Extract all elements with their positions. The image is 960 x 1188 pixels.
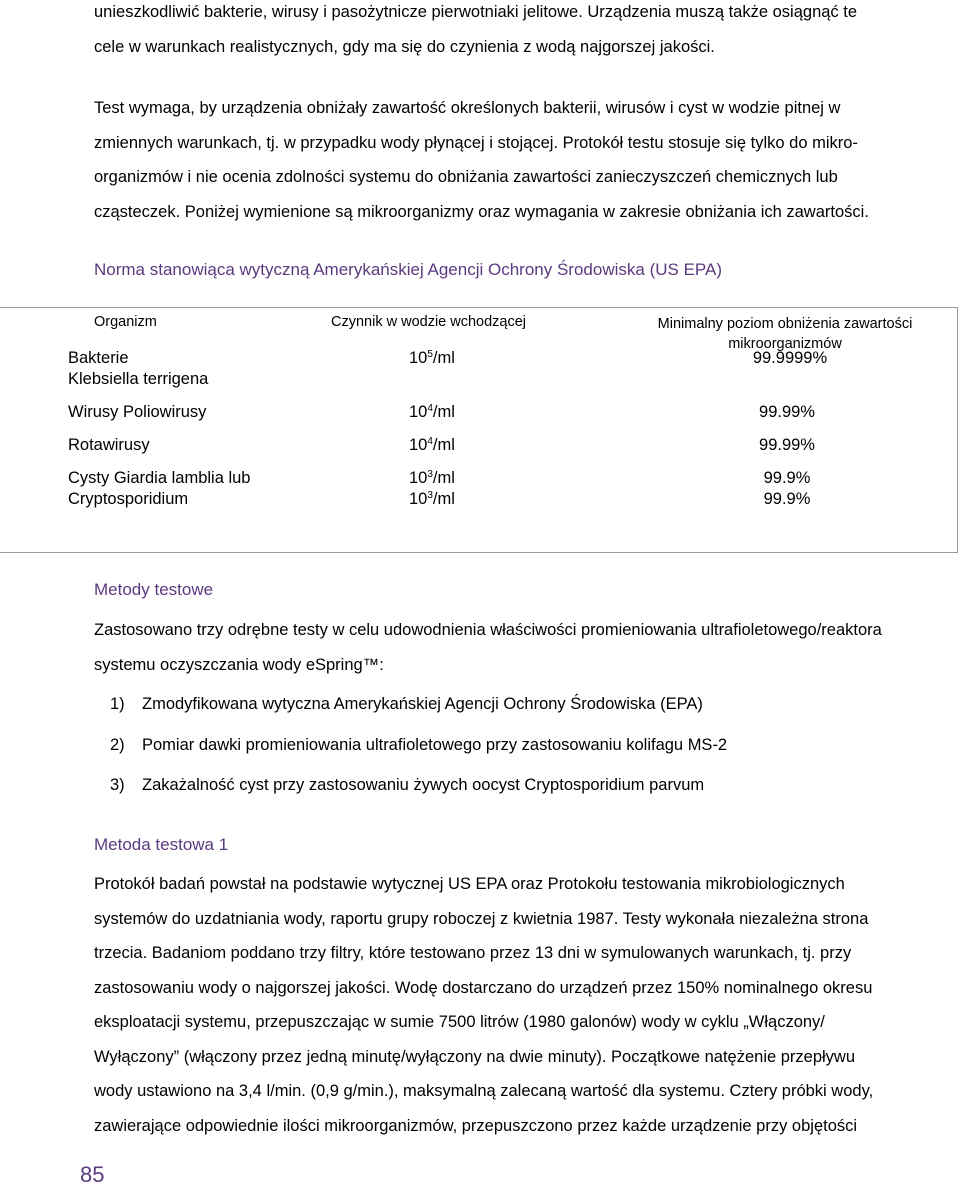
methods-heading: Metody testowe (94, 580, 214, 599)
factor-exponent: 4 (427, 403, 433, 414)
text-line: trzecia. Badaniom poddano trzy filtry, które testowano przez 13 dni w symulowanych warunkach, tj. przy (94, 944, 852, 962)
organism-cell: Cysty Giardia lamblia lub (68, 469, 251, 487)
organism-cell: Cryptosporidium (68, 490, 189, 508)
list-number: 2) (110, 736, 125, 754)
header-reduction-line: mikroorganizmów (728, 336, 842, 352)
list-item (110, 695, 703, 714)
methods-paragraph (94, 613, 882, 682)
organism-cell: Wirusy Poliowirusy (68, 403, 207, 421)
header-organism: Organizm (94, 314, 157, 330)
text-line: systemu oczyszczania wody eSpring™: (94, 655, 384, 674)
text-line: Test wymaga, by urządzenia obniżały zawartość określonych bakterii, wirusów i cyst w wodzie pitnej w (94, 99, 841, 117)
factor-cell (409, 436, 455, 455)
reduction-cell: 99.9% (763, 490, 811, 508)
text-line: zastosowaniu wody o najgorszej jakości. Wodę dostarczano do urządzeń przez 150% nominalnego okresu (94, 978, 873, 997)
factor-exponent: 3 (427, 490, 433, 501)
factor-unit: /ml (432, 349, 455, 367)
text-line: zmiennych warunkach, tj. w przypadku wody płynącej i stojącej. Protokół testu stosuje się tylko do mikro- (94, 133, 858, 152)
text-line: Zastosowano trzy odrębne testy w celu udowodnienia właściwości promieniowania ultrafioletowego/reaktora (94, 621, 882, 639)
text-line: wody ustawiono na 3,4 l/min. (0,9 g/min.), maksymalną zalecaną wartość dla systemu. Cztery próbki wody, (94, 1082, 874, 1100)
list-item (110, 776, 704, 795)
factor-base: 10 (409, 490, 428, 508)
factor-cell (409, 490, 455, 509)
reduction-cell: 99.99% (759, 403, 815, 421)
method1-heading: Metoda testowa 1 (94, 835, 229, 854)
text-line: cele w warunkach realistycznych, gdy ma się do czynienia z wodą najgorszej jakości. (94, 37, 715, 56)
factor-unit: /ml (432, 469, 455, 487)
header-reduction (640, 314, 930, 354)
factor-exponent: 5 (427, 349, 433, 360)
norm-heading: Norma stanowiąca wytyczną Amerykańskiej Agencji Ochrony Środowiska (US EPA) (94, 260, 722, 279)
list-number: 3) (110, 776, 125, 794)
page-number: 85 (80, 1162, 105, 1187)
header-factor: Czynnik w wodzie wchodzącej (331, 314, 527, 330)
organism-cell: Bakterie (68, 349, 129, 367)
factor-base: 10 (409, 403, 428, 421)
factor-exponent: 3 (427, 469, 433, 480)
factor-base: 10 (409, 349, 428, 367)
text-line: cząsteczek. Poniżej wymienione są mikroorganizmy oraz wymagania w zakresie obniżania ich zawartości. (94, 202, 869, 221)
organism-cell: Rotawirusy (68, 436, 150, 454)
list-text: Zakażalność cyst przy zastosowaniu żywych oocyst Cryptosporidium parvum (142, 776, 705, 794)
factor-exponent: 4 (427, 436, 433, 447)
list-text: Pomiar dawki promieniowania ultrafioletowego przy zastosowaniu kolifagu MS-2 (142, 736, 728, 754)
method1-paragraph (94, 867, 873, 1143)
reduction-cell: 99.9999% (752, 349, 828, 367)
factor-base: 10 (409, 436, 428, 454)
reduction-cell: 99.99% (759, 436, 815, 454)
header-reduction-line: Minimalny poziom obniżenia zawartości (657, 316, 913, 332)
factor-unit: /ml (432, 403, 455, 421)
factor-unit: /ml (432, 490, 455, 508)
test-description-paragraph (94, 91, 869, 229)
text-line: zawierające odpowiednie ilości mikroorganizmów, przepuszczono przez każde urządzenie przy objętości (94, 1116, 858, 1135)
text-line: Protokół badań powstał na podstawie wytycznej US EPA oraz Protokołu testowania mikrobiologicznych (94, 875, 845, 893)
reduction-cell: 99.9% (763, 469, 811, 487)
organism-cell: Klebsiella terrigena (68, 370, 209, 388)
factor-cell (409, 403, 455, 422)
text-line: unieszkodliwić bakterie, wirusy i pasożytnicze pierwotniaki jelitowe. Urządzenia muszą także osiągnąć te (94, 3, 858, 21)
factor-cell (409, 469, 455, 488)
text-line: eksploatacji systemu, przepuszczając w sumie 7500 litrów (1980 galonów) wody w cyklu „Włączony/ (94, 1013, 825, 1031)
list-text: Zmodyfikowana wytyczna Amerykańskiej Agencji Ochrony Środowiska (EPA) (142, 695, 703, 713)
text-line: systemów do uzdatniania wody, raportu grupy roboczej z kwietnia 1987. Testy wykonała niezależna strona (94, 909, 869, 928)
requirements-table (0, 307, 958, 553)
text-line: Wyłączony” (włączony przez jedną minutę/wyłączony na dwie minuty). Początkowe natężenie przepływu (94, 1047, 856, 1066)
text-line: organizmów i nie ocenia zdolności systemu do obniżania zawartości zanieczyszczeń chemicznych lub (94, 168, 838, 186)
list-number: 1) (110, 695, 125, 713)
factor-unit: /ml (432, 436, 455, 454)
factor-base: 10 (409, 469, 428, 487)
intro-paragraph (94, 0, 857, 64)
list-item (110, 736, 727, 755)
factor-cell (409, 349, 455, 368)
